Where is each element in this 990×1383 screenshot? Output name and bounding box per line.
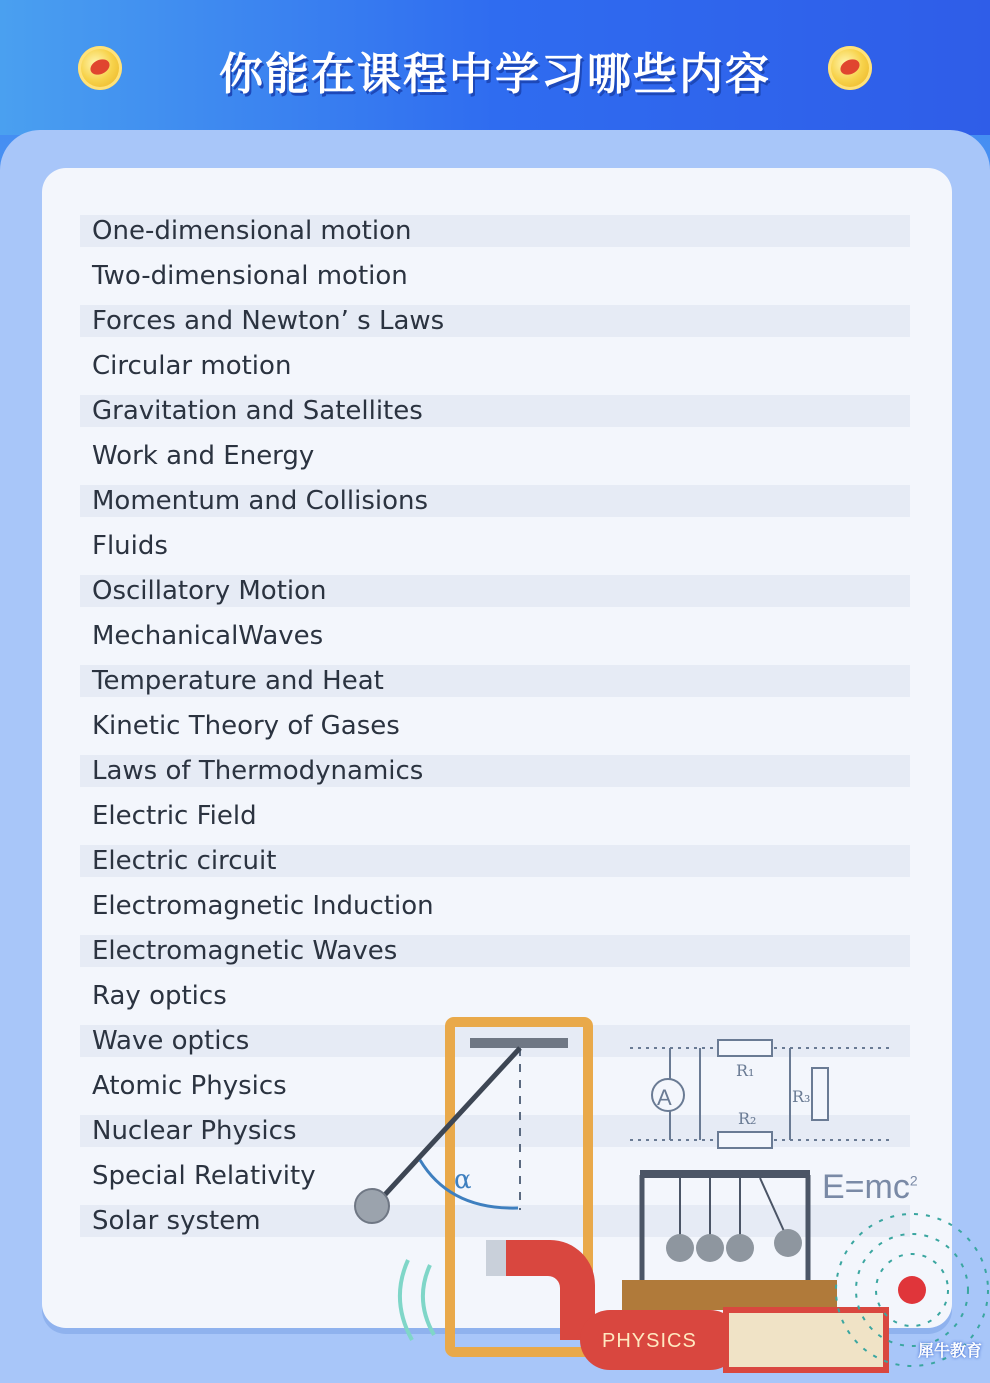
page-title: 你能在课程中学习哪些内容 bbox=[219, 49, 771, 100]
pendulum-bob bbox=[355, 1189, 389, 1223]
cradle-ball bbox=[696, 1234, 724, 1262]
topic-item: Atomic Physics bbox=[92, 1071, 287, 1101]
topic-item: Fluids bbox=[92, 531, 168, 561]
topic-item: Electric circuit bbox=[80, 845, 910, 877]
topic-item: Electric Field bbox=[92, 801, 257, 831]
topic-item: Electromagnetic Induction bbox=[92, 891, 434, 921]
topic-item: Circular motion bbox=[92, 351, 292, 381]
topic-item: Temperature and Heat bbox=[80, 665, 910, 697]
formula-text: $E=mc^2$ bbox=[822, 1168, 918, 1206]
cradle-ball bbox=[666, 1234, 694, 1262]
header-banner bbox=[0, 0, 990, 135]
ammeter-label: A bbox=[657, 1085, 672, 1110]
cradle-ball bbox=[774, 1229, 802, 1257]
topic-item: Electromagnetic Waves bbox=[80, 935, 910, 967]
resistor-label: R₂ bbox=[738, 1109, 757, 1128]
topic-item: Oscillatory Motion bbox=[80, 575, 910, 607]
topic-item: Forces and Newton’ s Laws bbox=[80, 305, 910, 337]
angle-symbol: α bbox=[454, 1165, 472, 1195]
topic-item: Laws of Thermodynamics bbox=[80, 755, 910, 787]
watermark-logo: 犀牛教育 bbox=[918, 1341, 983, 1360]
topic-item: Momentum and Collisions bbox=[80, 485, 910, 517]
topic-item: Wave optics bbox=[80, 1025, 910, 1057]
cradle-frame bbox=[640, 1170, 810, 1178]
medal-icon bbox=[828, 46, 872, 90]
topic-item: Solar system bbox=[80, 1205, 910, 1237]
topic-item: Gravitation and Satellites bbox=[80, 395, 910, 427]
topic-item: MechanicalWaves bbox=[92, 621, 324, 651]
topic-item: Ray optics bbox=[92, 981, 227, 1011]
cradle-ball bbox=[726, 1234, 754, 1262]
resistor-label: R₁ bbox=[736, 1061, 755, 1080]
cradle-base bbox=[622, 1280, 837, 1310]
topic-item: One-dimensional motion bbox=[80, 215, 910, 247]
book-label: PHYSICS bbox=[602, 1330, 697, 1352]
book-pages bbox=[726, 1310, 886, 1370]
topic-item: Special Relativity bbox=[92, 1161, 316, 1191]
resistor-label: R₃ bbox=[792, 1087, 811, 1106]
topic-item: Kinetic Theory of Gases bbox=[92, 711, 400, 741]
topic-item: Work and Energy bbox=[92, 441, 315, 471]
topic-item: Nuclear Physics bbox=[80, 1115, 910, 1147]
topic-item: Two-dimensional motion bbox=[92, 261, 408, 291]
pendulum-mount bbox=[470, 1038, 568, 1048]
